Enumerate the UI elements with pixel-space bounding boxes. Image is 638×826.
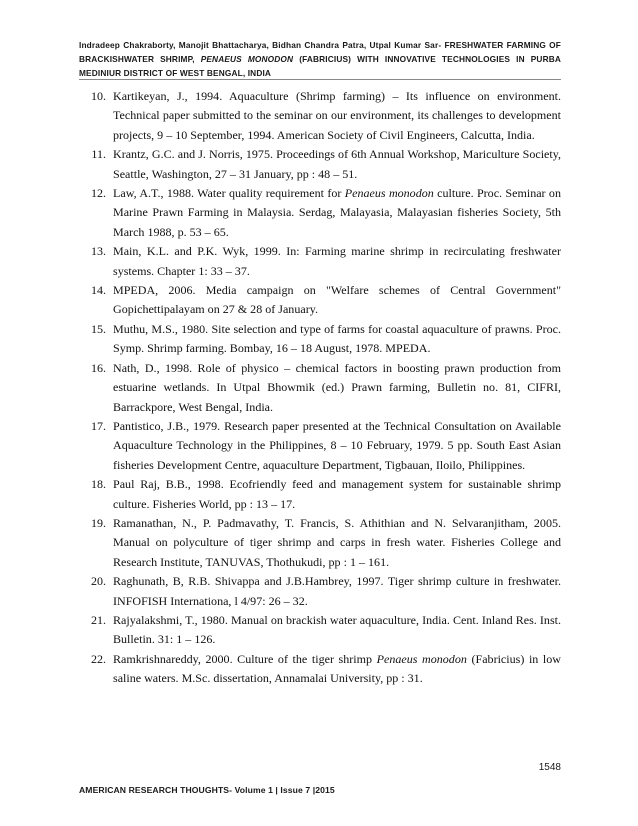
reference-species-italic: Penaeus monodon [344, 186, 434, 201]
reference-text-pre: Ramkrishnareddy, 2000. Culture of the tiger shrimp [113, 651, 377, 666]
reference-text: Paul Raj, B.B., 1998. Ecofriendly feed and management system for sustainable shrimp culture. Fisheries World, pp : 13 – 17. [113, 477, 561, 511]
header-species: PENAEUS MONODON [200, 54, 294, 64]
reference-item [78, 281, 561, 320]
running-header [79, 38, 561, 80]
reference-item [78, 572, 561, 611]
reference-number: 17. [90, 418, 106, 433]
reference-text: Pantistico, J.B., 1979. Research paper presented at the Technical Consultation on Available Aquaculture Technology in the Philippines, 8 – 10 February, 1979. 5 pp. South East Asian fisheries Development Centre, aquaculture Department, Tigbauan, Iloilo, Philippines. [113, 418, 561, 472]
reference-item [78, 87, 561, 145]
reference-text: Kartikeyan, J., 1994. Aquaculture (Shrimp farming) – Its influence on environment. Technical paper submitted to the seminar on our environment, its challenges to development projects, 9 – 10 September, 1994. American Society of Civil Engineers, Calcutta, India. [113, 89, 561, 142]
reference-item [78, 417, 561, 475]
reference-text: Muthu, M.S., 1980. Site selection and type of farms for coastal aquaculture of prawns. Proc. Symp. Shrimp farming. Bombay, 16 – 18 August, 1978. MPEDA. [113, 321, 561, 356]
header-divider [79, 79, 561, 80]
reference-item [78, 650, 561, 689]
reference-number: 22. [90, 651, 106, 666]
reference-item [78, 184, 561, 242]
reference-text-post: (Fabricius) in low saline waters. M.Sc. dissertation, Annamalai University, pp : 31. [113, 651, 561, 686]
reference-number: 13. [90, 244, 106, 259]
reference-number: 11. [91, 147, 106, 162]
reference-number: 20. [90, 574, 106, 589]
reference-number: 19. [90, 515, 106, 530]
reference-item [78, 359, 561, 417]
reference-number: 16. [90, 360, 106, 375]
page-number: 1548 [538, 762, 561, 773]
reference-text: Raghunath, B, R.B. Shivappa and J.B.Hambrey, 1997. Tiger shrimp culture in freshwater. INFOFISH Internationa, l 4/97: 26 – 32. [113, 574, 561, 608]
reference-text: Krantz, G.C. and J. Norris, 1975. Proceedings of 6th Annual Workshop, Mariculture Society, Seattle, Washington, 27 – 31 January, pp : 48 – 51. [113, 147, 561, 181]
header-title-rest: (FABRICIUS) WITH INNOVATIVE TECHNOLOGIES IN PURBA MEDINIUR DISTRICT OF WEST BENGAL, INDIA [79, 54, 561, 78]
reference-number: 21. [90, 612, 106, 627]
reference-number: 12. [90, 186, 106, 201]
reference-text: Nath, D., 1998. Role of physico – chemical factors in boosting prawn production from estuarine wetlands. In Utpal Bhowmik (ed.) Prawn farming, Bulletin no. 81, CIFRI, Barrackpore, West Bengal, India. [113, 360, 561, 414]
reference-item [78, 145, 561, 184]
reference-item [78, 514, 561, 572]
reference-text: MPEDA, 2006. Media campaign on "Welfare schemes of Central Government" Gopichettipalayam on 27 & 28 of January. [113, 283, 561, 317]
reference-text-post: culture. Proc. Seminar on Marine Prawn Farming in Malaysia. Serdag, Malayasia, Malayasian fisheries Society, 5th March 1988, p. 53 – 65. [113, 186, 561, 239]
reference-number: 14. [90, 283, 106, 298]
reference-text-pre: Law, A.T., 1988. Water quality requirement for [113, 186, 345, 201]
header-authors: Indradeep Chakraborty, Manojit Bhattacharya, Bidhan Chandra Patra, Utpal Kumar Sar- FRESHWATER FARMING OF BRACKISHWATER SHRIMP, [79, 40, 561, 64]
reference-number: 10. [90, 89, 106, 103]
reference-list [78, 87, 561, 689]
reference-number: 18. [90, 477, 106, 492]
reference-item [78, 611, 561, 650]
reference-species-italic: Penaeus monodon [376, 651, 467, 666]
reference-text: Rajyalakshmi, T., 1980. Manual on brackish water aquaculture, India. Cent. Inland Res. Inst. Bulletin. 31: 1 – 126. [113, 612, 561, 647]
reference-text: Ramanathan, N., P. Padmavathy, T. Francis, S. Athithian and N. Selvaranjitham, 2005. Manual on polyculture of tiger shrimp and carps in fresh water. Fisheries College and Research Institute, TANUVAS, Thothukudi, pp : 1 – 161. [113, 515, 561, 569]
reference-text: Main, K.L. and P.K. Wyk, 1999. In: Farming marine shrimp in recirculating freshwater systems. Chapter 1: 33 – 37. [113, 244, 561, 278]
reference-item [78, 242, 561, 281]
reference-number: 15. [90, 321, 106, 336]
reference-item [78, 320, 561, 359]
journal-footer: AMERICAN RESEARCH THOUGHTS- Volume 1 | Issue 7 |2015 [79, 785, 335, 795]
reference-item [78, 475, 561, 514]
